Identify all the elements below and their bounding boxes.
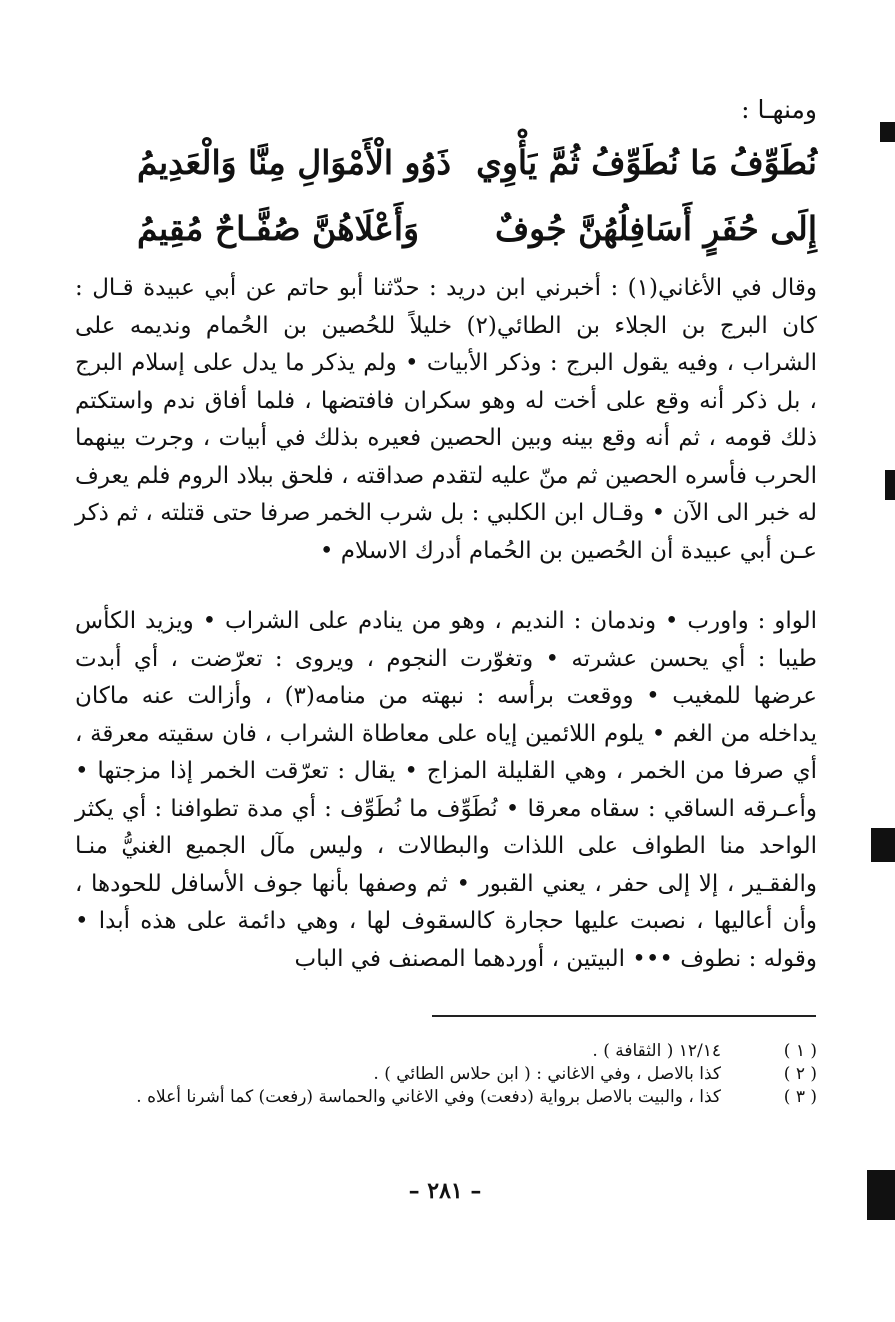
footnote-number: ( ٣ ) <box>783 1087 817 1107</box>
verse-1-first-hemistich: نُطَوِّفُ مَا نُطَوِّفُ ثُمَّ يَأْوِي <box>476 143 817 182</box>
poem-verse-2 <box>137 206 817 252</box>
verse-2-second-hemistich: وَأَعْلَاهُنَّ صُفَّـاحٌ مُقِيمُ <box>137 209 420 248</box>
footnote-3 <box>75 1086 817 1108</box>
footnotes <box>75 1040 817 1109</box>
scan-edge-mark <box>867 1170 895 1220</box>
footnote-number: ( ١ ) <box>783 1041 817 1061</box>
footnote-1 <box>75 1040 817 1062</box>
scan-edge-mark <box>880 122 895 142</box>
scan-edge-mark <box>871 828 895 862</box>
scan-edge-mark <box>885 470 895 500</box>
commentary-paragraph-1: وقال في الأغاني(١) : أخبرني ابن دريد : حدّثنا أبو حاتم عن أبي عبيدة قـال : كان البرج بن الجلاء بن الطائي(٢) خليلاً للحُصين بن الحُمام ونديمه على الشراب ، وفيه يقول البرج : وذكر الأبيات • ولم يذكر ما يدل على إسلام البرج ، بل ذكر أنه وقع على أخت له وهو سكران فافتضها ، فلما أفاق ندم واستكتم ذلك قومه ، ثم أنه وقع بينه وبين الحصين فعيره بذلك في أبيات ، وجرت بينهما الحرب فأسره الحصين ثم منّ عليه لتقدم صداقته ، فلحق ببلاد الروم فلم يعرف له خبر الى الآن • وقـال ابن الكلبي : بل شرب الخمر صرفا حتى قتلته ، ثم ذكر عـن أبي عبيدة أن الحُصين بن الحُمام أدرك الاسلام • <box>75 275 817 564</box>
verse-2-first-hemistich: إِلَى حُفَرٍ أَسَافِلُهُنَّ جُوفٌ <box>494 209 817 248</box>
verse-1-second-hemistich: ذَوُو الْأَمْوَالِ مِنَّا وَالْعَدِيمُ <box>137 143 452 182</box>
commentary-paragraph-2: الواو : واورب • وندمان : النديم ، وهو من ينادم على الشراب • ويزيد الكأس طيبا : أي يحسن عشرته • وتغوّرت النجوم ، ويروى : تعرّضت ، أي أبدت عرضها للمغيب • ووقعت برأسه : نبهته من منامه(٣) ، وأزالت عنه ماكان يداخله من الغم • يلوم اللائمين إياه على معاطاة الشراب ، فان سقيته معرقة ، أي صرفا من الخمر ، وهي القليلة المزاج • يقال : تعرّقت الخمر إذا مزجتها • وأعـرقه الساقي : سقاه معرقا • نُطَوِّف ما نُطَوِّف : أي مدة تطوافنا : أي يكثر الواحد منا الطواف على اللذات والبطالات ، وليس مآل الجميع الغنيُّ منـا والفقـير ، إلا إلى حفر ، يعني القبور • ثم وصفها بأنها جوف الأسافل للحودها ، وأن أعاليها ، نصبت عليها حجارة كالسقوف لها ، وهي دائمة على هذه أبدا • وقوله : نطوف ••• البيتين ، أوردهما المصنف في الباب <box>75 608 817 972</box>
footnote-separator <box>432 1015 816 1017</box>
footnote-2 <box>75 1063 817 1085</box>
section-intro: ومنهـا : <box>741 95 817 124</box>
page-number: – ٢٨١ – <box>408 1178 482 1204</box>
footnote-text: كذا بالاصل ، وفي الاغاني : ( ابن حلاس الطائي ) . <box>373 1064 721 1084</box>
footnote-text: ١٢/١٤ ( الثقافة ) . <box>592 1041 721 1061</box>
footnote-text: كذا ، والبيت بالاصل برواية (دفعت) وفي الاغاني والحماسة (رفعت) كما أشرنا أعلاه . <box>136 1087 721 1107</box>
poem-verse-1 <box>137 140 817 186</box>
footnote-number: ( ٢ ) <box>783 1064 817 1084</box>
